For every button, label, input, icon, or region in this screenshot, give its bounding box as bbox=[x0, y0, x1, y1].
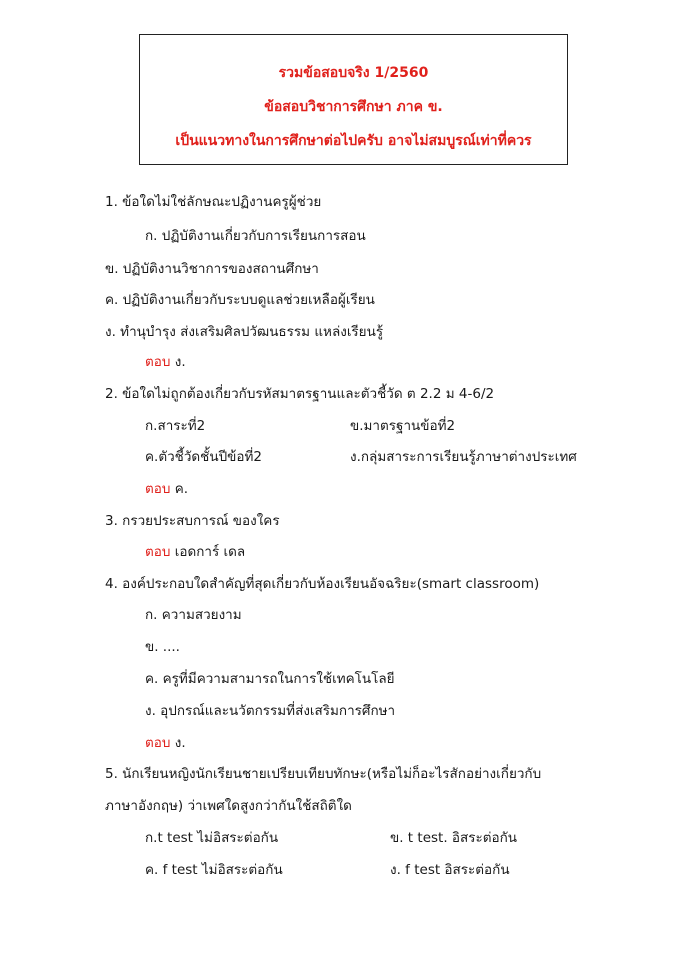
q2-option-a: ก.สาระที่2 bbox=[145, 418, 206, 434]
q4-option-d: ง. อุปกรณ์และนวัตกรรมที่ส่งเสริมการศึกษา bbox=[145, 703, 396, 719]
q1-option-b: ข. ปฏิบัติงานวิชาการของสถานศึกษา bbox=[105, 261, 319, 277]
q1-option-a: ก. ปฏิบัติงานเกี่ยวกับการเรียนการสอน bbox=[145, 228, 366, 244]
title-line-3: เป็นแนวทางในการศึกษาต่อไปครับ อาจไม่สมบูรณ์เท่าที่ควร bbox=[175, 133, 532, 149]
q4-option-a: ก. ความสวยงาม bbox=[145, 607, 242, 623]
q2-option-d: ง.กลุ่มสาระการเรียนรู้ภาษาต่างประเทศ bbox=[350, 449, 577, 465]
q1-question: 1. ข้อใดไม่ใช่ลักษณะปฏิงานครูผู้ช่วย bbox=[105, 194, 322, 210]
q5-question-line-2: ภาษาอังกฤษ) ว่าเพศใดสูงกว่ากันใช้สถิติใด bbox=[105, 798, 352, 814]
q5-question-line-1: 5. นักเรียนหญิงนักเรียนชายเปรียบเทียบทักษะ(หรือไม่ก็อะไรสักอย่างเกี่ยวกับ bbox=[105, 766, 542, 782]
answer-value: ง. bbox=[174, 354, 186, 370]
q2-answer bbox=[145, 480, 188, 498]
q5-option-c: ค. f test ไม่อิสระต่อกัน bbox=[145, 862, 283, 878]
answer-label: ตอบ bbox=[145, 544, 171, 560]
answer-value: ง. bbox=[174, 735, 186, 751]
answer-value: ค. bbox=[174, 481, 189, 497]
q4-option-c: ค. ครูที่มีความสามารถในการใช้เทคโนโลยี bbox=[145, 671, 395, 687]
q4-answer bbox=[145, 734, 186, 752]
answer-label: ตอบ bbox=[145, 735, 171, 751]
q5-option-a: ก.t test ไม่อิสระต่อกัน bbox=[145, 830, 279, 846]
q4-option-b: ข. .... bbox=[145, 639, 180, 655]
q2-option-b: ข.มาตรฐานข้อที่2 bbox=[350, 418, 456, 434]
q2-question: 2. ข้อใดไม่ถูกต้องเกี่ยวกับรหัสมาตรฐานและตัวชี้วัด ต 2.2 ม 4-6/2 bbox=[105, 386, 495, 402]
q5-option-d: ง. f test อิสระต่อกัน bbox=[390, 862, 510, 878]
q2-option-c: ค.ตัวชี้วัดชั้นปีข้อที่2 bbox=[145, 449, 262, 465]
q3-question: 3. กรวยประสบการณ์ ของใคร bbox=[105, 513, 280, 529]
answer-label: ตอบ bbox=[145, 481, 171, 497]
q1-option-c: ค. ปฏิบัติงานเกี่ยวกับระบบดูแลช่วยเหลือผู้เรียน bbox=[105, 292, 375, 308]
q5-option-b: ข. t test. อิสระต่อกัน bbox=[390, 830, 518, 846]
title-line-2: ข้อสอบวิชาการศึกษา ภาค ข. bbox=[264, 99, 443, 115]
title-box bbox=[139, 34, 568, 165]
q3-answer bbox=[145, 543, 245, 561]
q1-option-d: ง. ทำนุบำรุง ส่งเสริมศิลปวัฒนธรรม แหล่งเรียนรู้ bbox=[105, 324, 384, 340]
q4-question: 4. องค์ประกอบใดสำคัญที่สุดเกี่ยวกับห้องเรียนอัจฉริยะ(smart classroom) bbox=[105, 576, 540, 592]
title-line-1: รวมข้อสอบจริง 1/2560 bbox=[278, 65, 429, 81]
q1-answer bbox=[145, 353, 186, 371]
answer-value: เอดการ์ เดล bbox=[174, 544, 246, 560]
answer-label: ตอบ bbox=[145, 354, 171, 370]
